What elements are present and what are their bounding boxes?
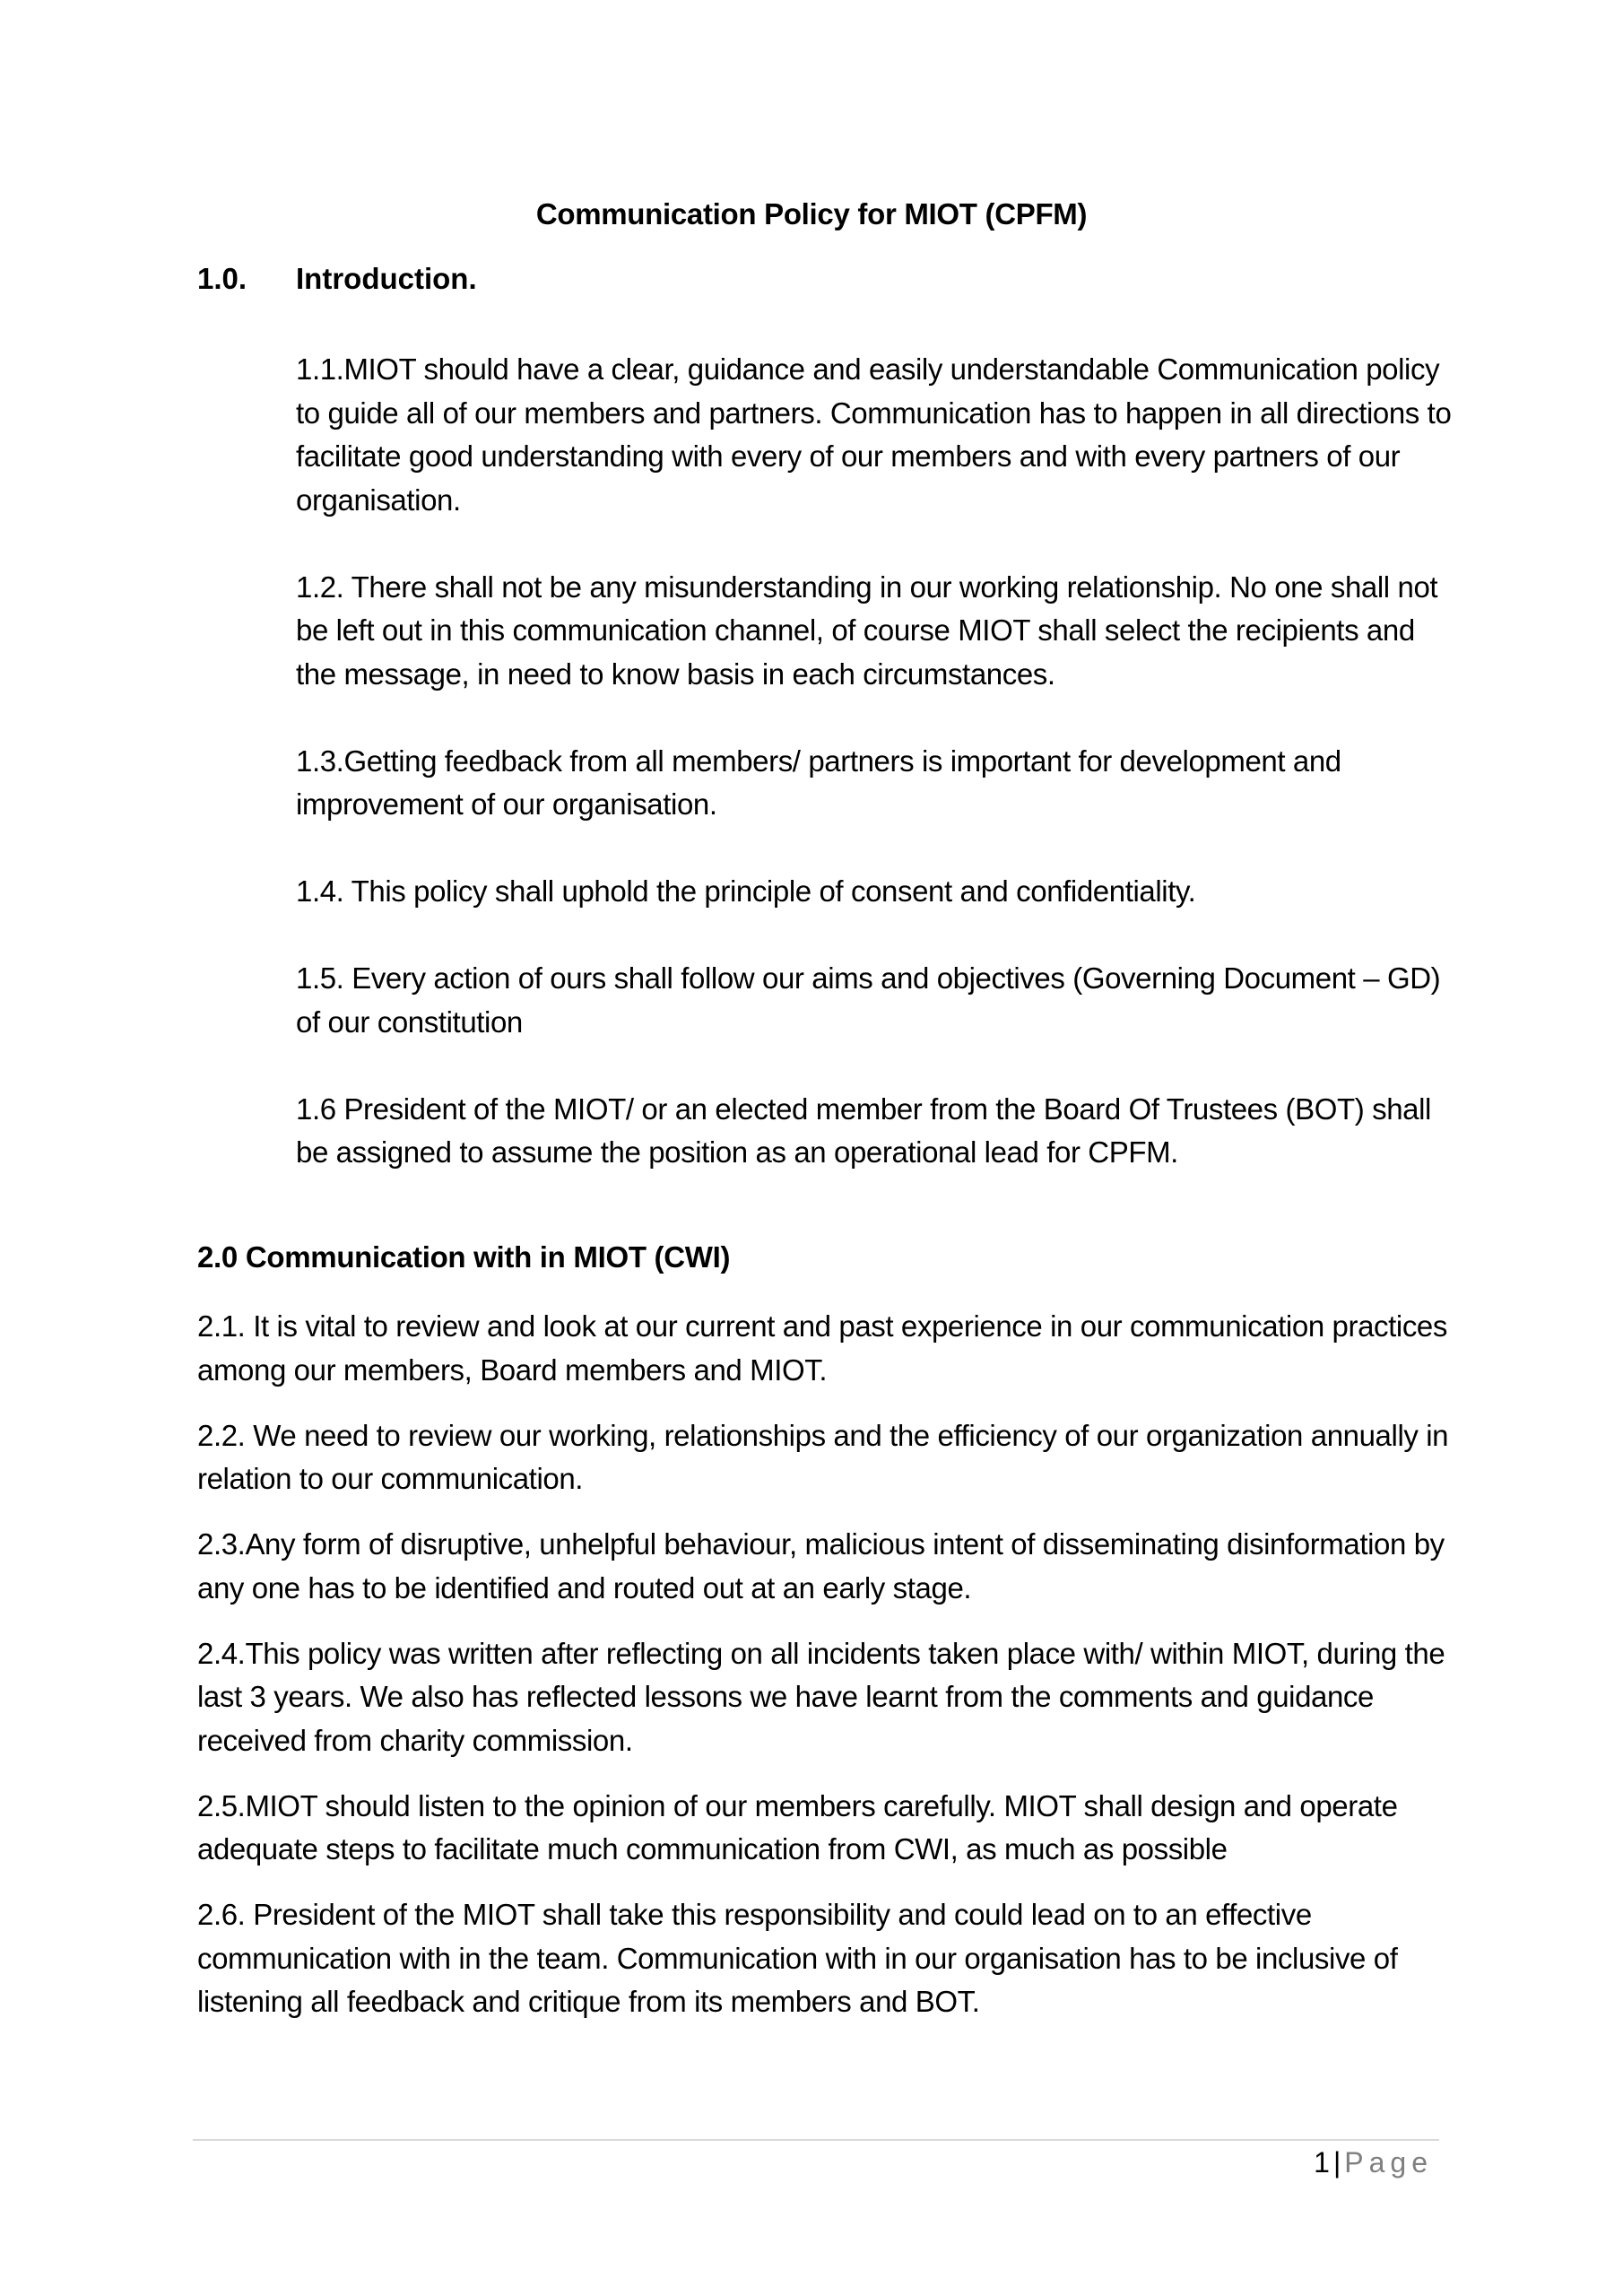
page-label: Page bbox=[1344, 2146, 1433, 2179]
footer-divider bbox=[193, 2139, 1439, 2141]
section-2-heading: 2.0 Communication with in MIOT (CWI) bbox=[197, 1240, 731, 1274]
section-1-body bbox=[296, 348, 1462, 1218]
page-number: 1 bbox=[1314, 2146, 1330, 2179]
section-1-number: 1.0. bbox=[197, 262, 247, 295]
paragraph-1-3: 1.3.Getting feedback from all members/ partners is important for development and improvement of our organisation. bbox=[296, 744, 1341, 821]
paragraph-2-5: 2.5.MIOT should listen to the opinion of our members carefully. MIOT shall design and operate adequate steps to facilitate much communication from CWI, as much as possible bbox=[197, 1788, 1398, 1866]
paragraph-2-3: 2.3.Any form of disruptive, unhelpful behaviour, malicious intent of disseminating disinformation by any one has to be identified and routed out at an early stage. bbox=[197, 1527, 1445, 1605]
paragraph-2-6: 2.6. President of the MIOT shall take this responsibility and could lead on to an effective communication with in the team. Communication with in our organisation has to be inclusive of listening all feedback and critique from its members and BOT. bbox=[197, 1898, 1398, 2018]
section-1-heading: Introduction. bbox=[296, 262, 477, 295]
paragraph-1-6: 1.6 President of the MIOT/ or an elected member from the Board Of Trustees (BOT) shall be assigned to assume the position as an operational lead for CPFM. bbox=[296, 1091, 1431, 1169]
page-number-footer bbox=[1314, 2146, 1433, 2179]
paragraph-2-4: 2.4.This policy was written after reflecting on all incidents taken place with/ within MIOT, during the last 3 years. We also has reflected lessons we have learnt from the comments and guidance received from charity commission. bbox=[197, 1636, 1445, 1757]
paragraph-1-2: 1.2. There shall not be any misunderstanding in our working relationship. No one shall not be left out in this communication channel, of course MIOT shall select the recipients and the message, in need to know basis in each circumstances. bbox=[296, 570, 1438, 691]
paragraph-1-5: 1.5. Every action of ours shall follow our aims and objectives (Governing Document – GD) of our constitution bbox=[296, 961, 1441, 1039]
paragraph-1-4: 1.4. This policy shall uphold the principle of consent and confidentiality. bbox=[296, 874, 1196, 908]
section-2-body bbox=[197, 1305, 1471, 2046]
paragraph-2-1: 2.1. It is vital to review and look at our current and past experience in our communication practices among our members, Board members and MIOT. bbox=[197, 1309, 1447, 1387]
paragraph-2-2: 2.2. We need to review our working, relationships and the efficiency of our organization annually in relation to our communication. bbox=[197, 1418, 1449, 1495]
document-title: Communication Policy for MIOT (CPFM) bbox=[535, 197, 1088, 230]
page-separator: | bbox=[1332, 2146, 1341, 2179]
paragraph-1-1: 1.1.MIOT should have a clear, guidance and easily understandable Communication policy to guide all of our members and partners. Communication has to happen in all directions to facilitate good understanding with every of our members and with every partners of our organisation. bbox=[296, 352, 1452, 517]
